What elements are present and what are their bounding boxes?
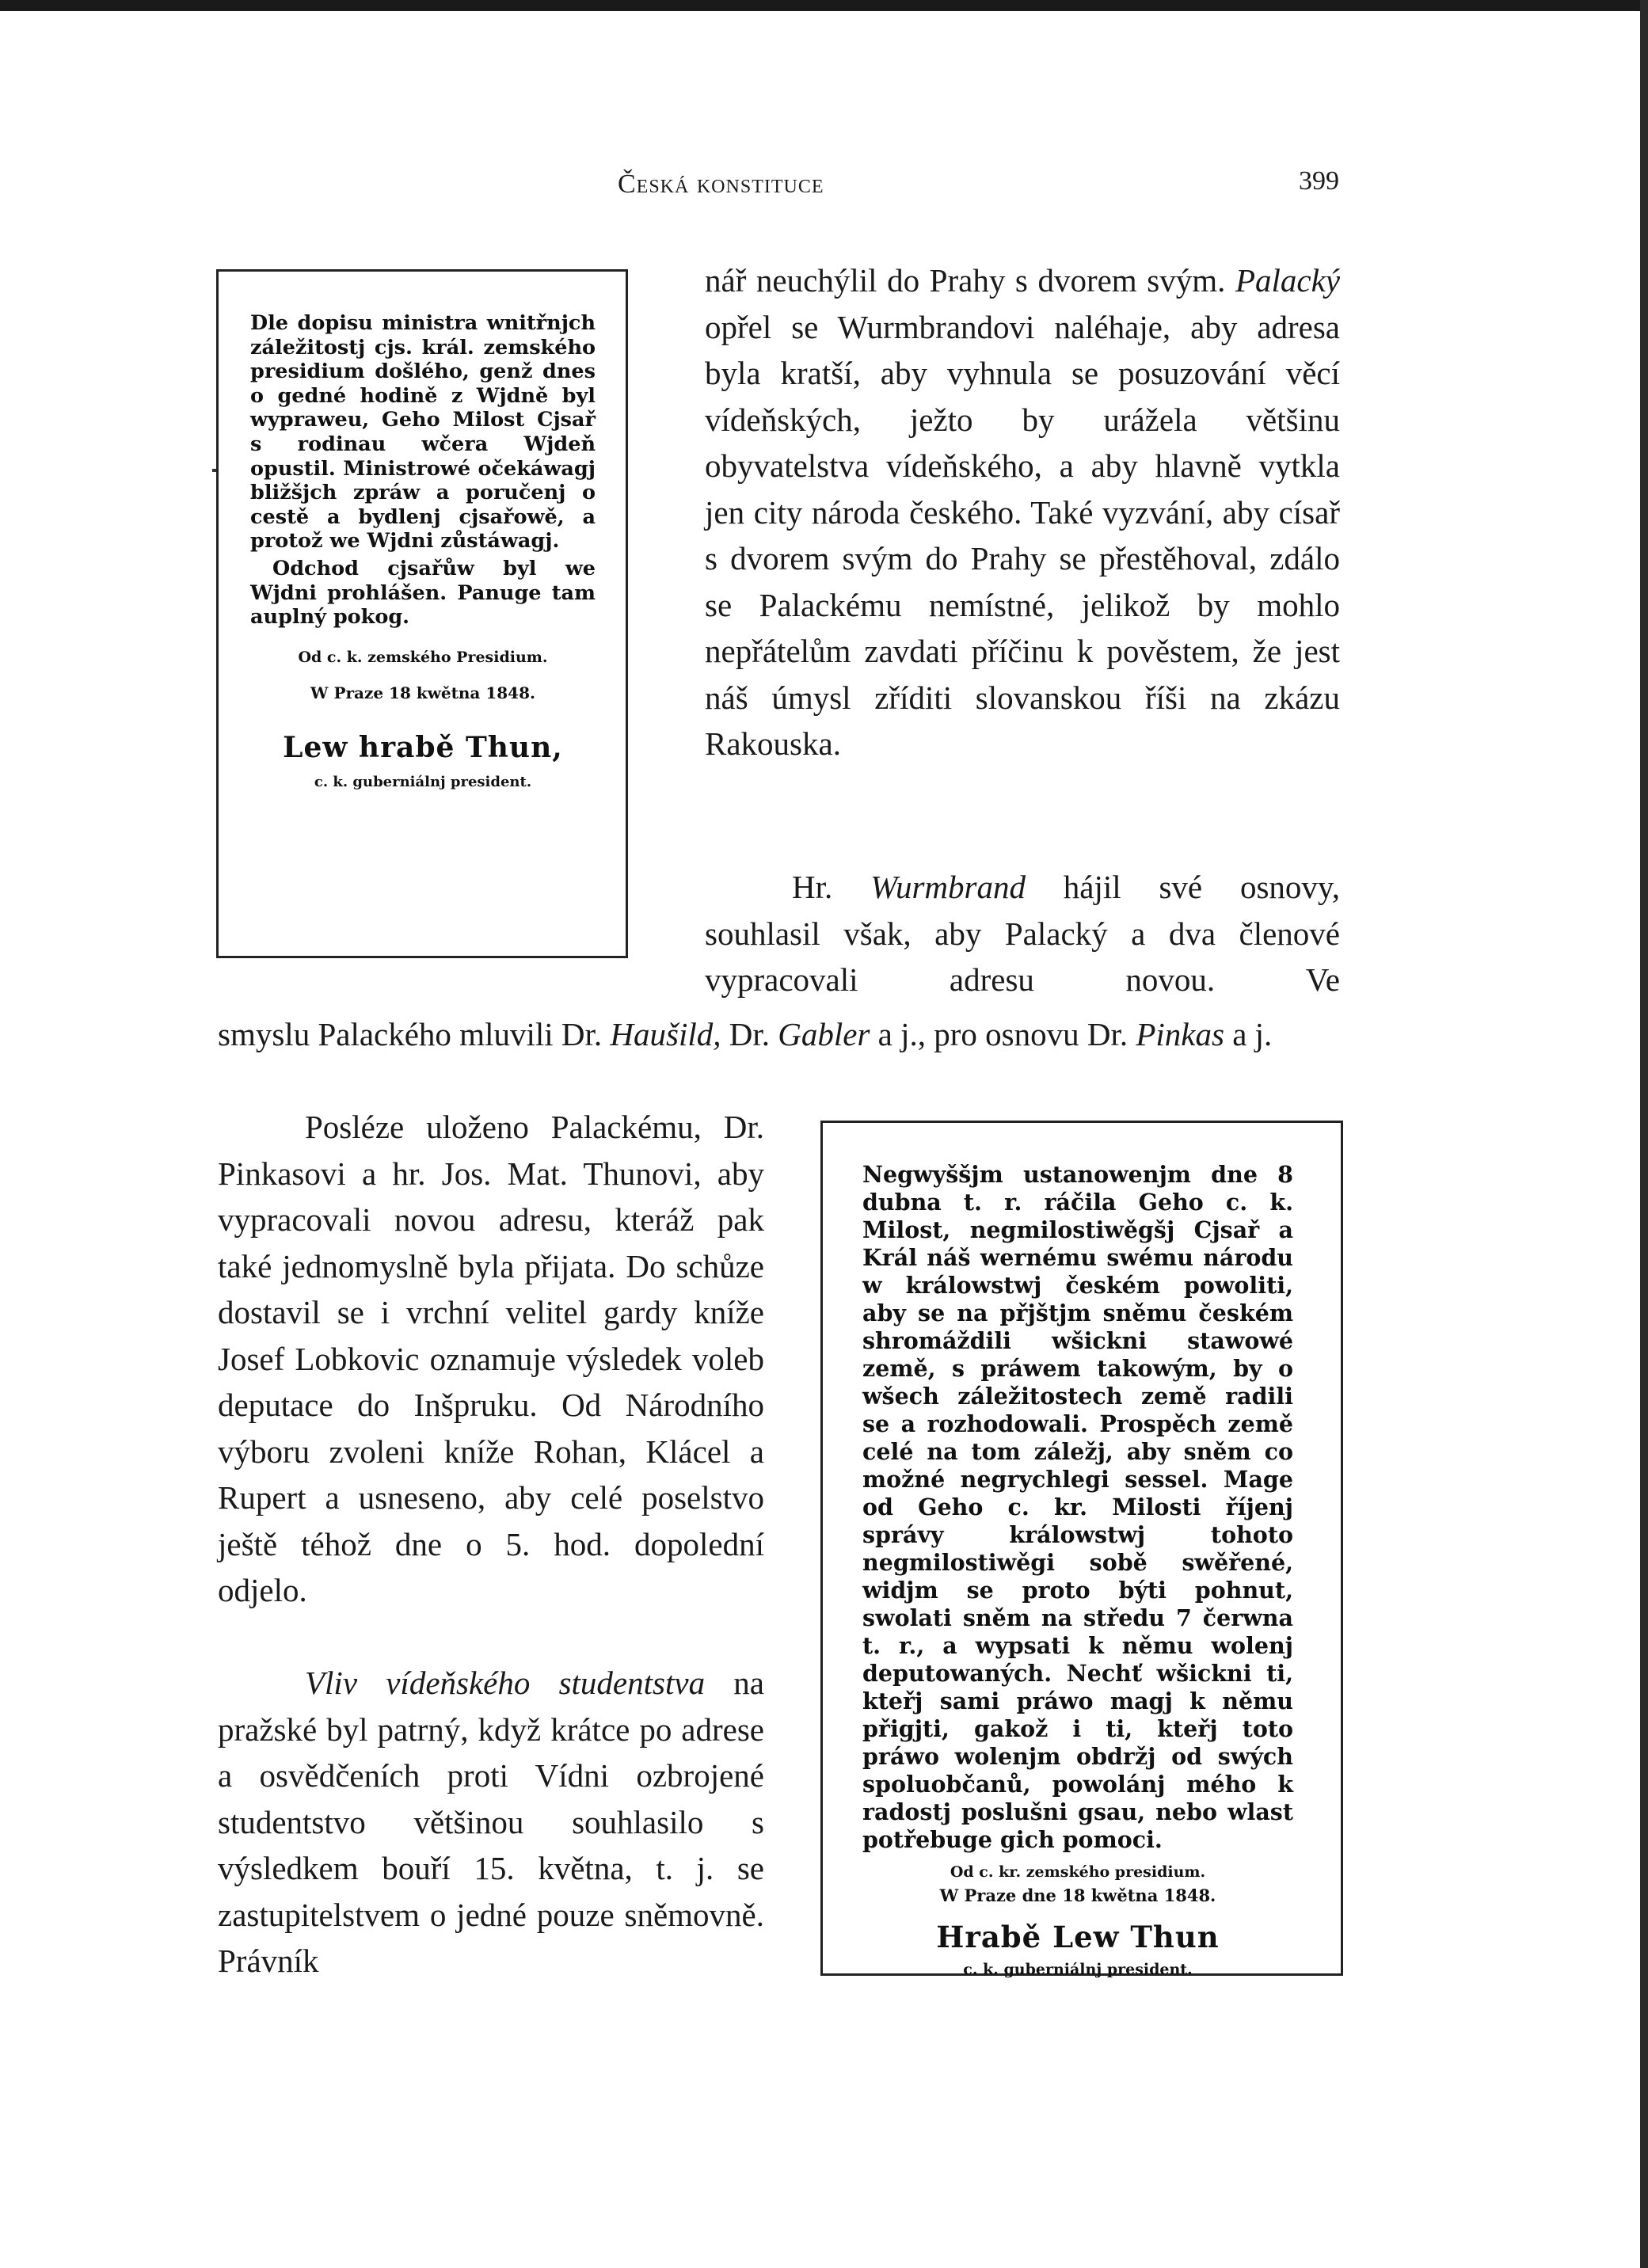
notice-top-body: Dle dopisu ministra wnitřnjch záležitostj cjs. král. zemského presidium došlého, genž dnes o gedné hodině z Wjdně byl wypraweu, Geho Milost Cjsař s rodinau wčera Wjdeň opustil. Ministrowé očekáwagj bližšjch zpráw a poručenj o cestě a bydlenj cjsařowě, a protož we Wjdni zůstáwagj. — [250, 311, 596, 554]
notice-top-place-date: W Praze 18 kwětna 1848. — [310, 683, 535, 702]
notice-bottom-place-date: W Praze dne 18 kwětna 1848. — [939, 1886, 1216, 1905]
scan-top-edge — [0, 0, 1648, 11]
name-palacky: Palacký — [1235, 262, 1341, 299]
wide-paragraph-continuation — [218, 1011, 1342, 1058]
notice-bottom-body: Negwyššjm ustanowenjm dne 8 dubna t. r. ráčila Geho c. k. Milost, negmilostiwěgšj Cjsař a Král náš wernému swému národu w králowstwj českém powoliti, aby se na přjštjm sněmu českém shromáždili wšickni stawowé země, s práwem takowým, by o wšech záležitostech země radili se a rozhodowali. Prospěch země celé na tom záležj, aby sněm co možné negrychlegi sessel. Mage od Geho c. kr. Milosti říjenj správy králowstwj tohoto negmilostiwěgi sobě swěřené, widjm se proto býti pohnut, swolati sněm na středu 7 čerwna t. r., a wypsati k němu wolenj deputowaných. Nechť wšickni ti, kteřj sami práwo magj k němu přigjti, gakož i ti, kteřj toto práwo wolenjm obdržj od swých spoluobčanů, powolánj mého k radostj poslušni gsau, nebo wlast potřebuge gich pomoci. — [862, 1161, 1293, 1853]
paragraph-text: na pražské byl patrný, když krátce po adrese a osvědčeních proti Vídni ozbrojené studentstvo většinou souhlasilo s výsledkem bouří 15. května, t. j. se zastupitelstvem o jedné pouze sněmovně. Právník — [218, 1665, 764, 1979]
page-number: 399 — [1299, 166, 1339, 196]
notice-top-issuer: Od c. k. zemského Presidium. — [298, 648, 548, 666]
page-header — [0, 166, 1648, 209]
notice-top-body-2: Odchod cjsařůw byl we Wjdni prohlášen. Panuge tam auplný pokog. — [250, 556, 596, 630]
scan-right-edge — [1640, 0, 1648, 2268]
paragraph-text: Dr. — [729, 1016, 770, 1052]
paragraph-text: a j. — [1232, 1016, 1273, 1052]
paragraph-text: opřel se Wurmbrandovi naléhaje, aby adresa byla kratší, aby vyhnula se posuzování věcí vídeňských, ježto by urážela většinu obyvatelstva vídeňského, a aby hlavně vytkla jen city národa českého. Také vyzvání, aby císař s dvorem svým do Prahy se přestěhoval, zdálo se Palackému nemístné, jelikož by mohlo nepřátelům zavdati příčinu k pověstem, že jest náš úmysl zříditi slovanskou říši na zkázu Rakouska. — [705, 308, 1340, 762]
notice-bottom-signature: Hrabě Lew Thun — [936, 1920, 1220, 1954]
historical-notice-bottom — [820, 1121, 1343, 1976]
right-column-paragraph-1 — [705, 257, 1340, 767]
paragraph-text: a j., pro osnovu Dr. — [877, 1016, 1128, 1052]
paragraph-text: nář neuchýlil do Prahy s dvorem svým. — [705, 262, 1226, 299]
notice-top-signature: Lew hrabě Thun, — [283, 730, 563, 764]
notice-top-role: c. k. guberniálnj president. — [314, 773, 532, 790]
notice-bottom-issuer: Od c. kr. zemského presidium. — [950, 1863, 1206, 1881]
historical-notice-top — [216, 269, 628, 958]
right-column-paragraph-2 — [705, 864, 1340, 1003]
name-wurmbrand: Wurmbrand — [870, 869, 1026, 905]
name-gabler: Gabler — [778, 1016, 870, 1052]
paragraph-text: Hr. — [792, 869, 833, 905]
italic-phrase: Vliv vídeňského studentstva — [305, 1665, 706, 1701]
paragraph-text: hájil své osnovy, souhlasil však, aby Palacký a dva členové vypracovali adresu novou. Ve — [705, 869, 1340, 998]
left-column-paragraph-1: Posléze uloženo Palackému, Dr. Pinkasovi a hr. Jos. Mat. Thunovi, aby vypracovali novou adresu, kteráž pak také jednomyslně byla přijata. Do schůze dostavil se i vrchní velitel gardy kníže Josef Lobkovic oznamuje výsledek voleb deputace do Inšpruku. Od Národního výboru zvoleni kníže Rohan, Klácel a Rupert a usneseno, aby celé poselstvo ještě téhož dne o 5. hod. dopolední odjelo. — [218, 1109, 764, 1608]
running-title: Česká konstituce — [618, 169, 824, 199]
notice-bottom-role: c. k. guberniálnj president. — [963, 1961, 1193, 1978]
name-pinkas: Pinkas — [1136, 1016, 1224, 1052]
left-column-paragraph-2 — [218, 1660, 764, 1984]
paragraph-text: smyslu Palackého mluvili Dr. — [218, 1016, 603, 1052]
name-hausild: Haušild, — [610, 1016, 721, 1052]
